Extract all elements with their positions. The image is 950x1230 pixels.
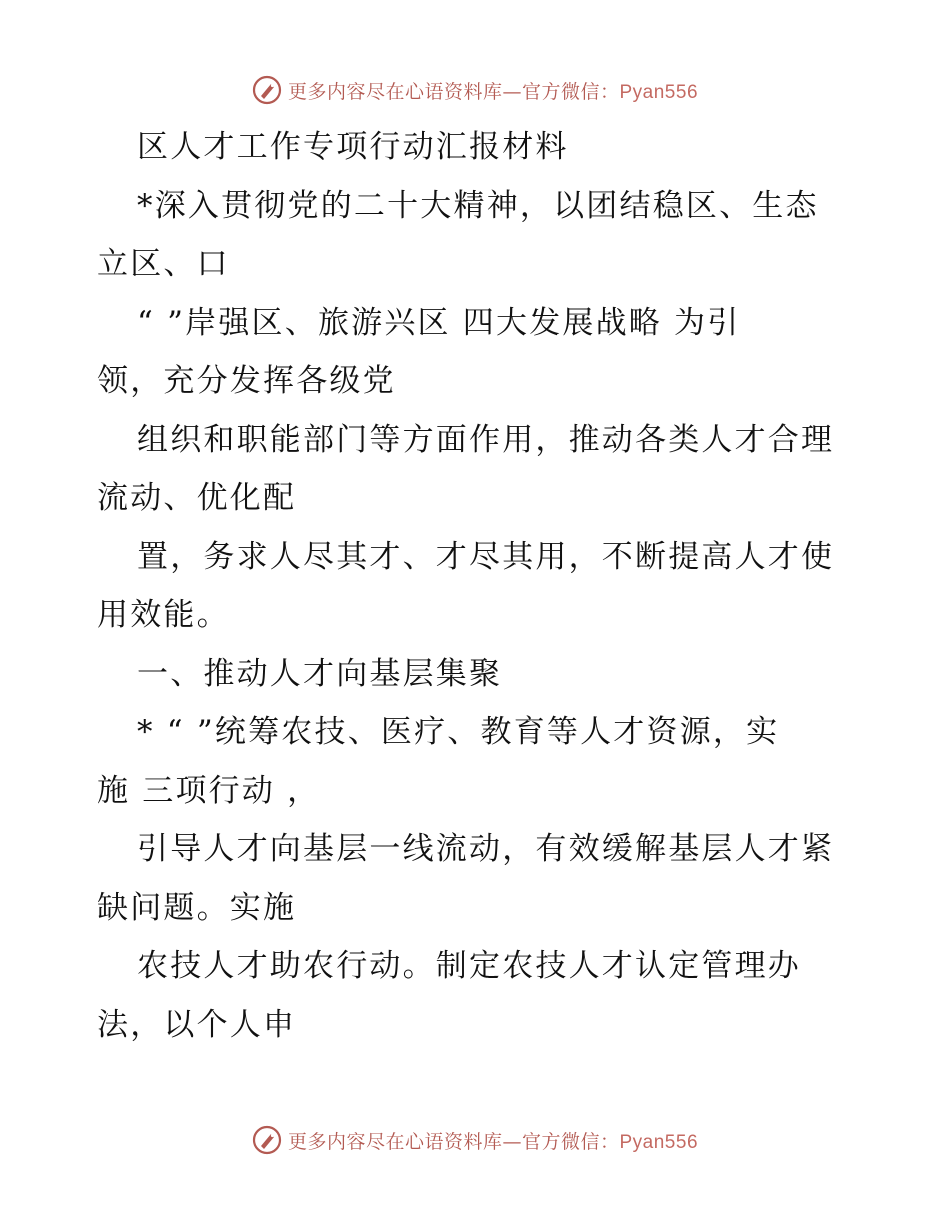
paragraph-line: 农技人才助农行动。制定农技人才认定管理办 xyxy=(137,948,801,984)
paragraph-line: 引导人才向基层一线流动，有效缓解基层人才紧 xyxy=(137,831,835,867)
watermark-brand: 更多内容尽在心语资料库 xyxy=(287,80,503,103)
paragraph-line: 施 三项行动 ， xyxy=(97,772,321,809)
paragraph-line: “ ”岸强区、旅游兴区 四大发展战略 为引 xyxy=(137,304,741,341)
watermark-dash: — xyxy=(502,80,522,103)
watermark-dash: — xyxy=(502,1130,522,1153)
paragraph-line: *深入贯彻党的二十大精神，以团结稳区、生态 xyxy=(137,187,819,224)
pen-nib-circle-icon xyxy=(252,75,282,105)
section-heading: 一、推动人才向基层集聚 xyxy=(137,655,503,692)
paragraph-line: 立区、口 xyxy=(97,246,230,282)
document-title: 区人才工作专项行动汇报材料 xyxy=(137,129,569,165)
paragraph-line: * “ ”统筹农技、医疗、教育等人才资源，实 xyxy=(137,714,780,750)
watermark-handle: Pyan556 xyxy=(619,81,699,103)
watermark-wechat-label: 官方微信： xyxy=(521,80,620,103)
paragraph-line: 置，务求人尽其才、才尽其用，不断提高人才使 xyxy=(137,538,835,575)
paragraph-line: 用效能。 xyxy=(97,597,230,633)
watermark-brand: 更多内容尽在心语资料库 xyxy=(287,1130,503,1153)
pen-nib-circle-icon xyxy=(252,1125,282,1155)
watermark-banner-bottom xyxy=(0,1120,950,1160)
watermark-wechat-label: 官方微信： xyxy=(521,1130,620,1153)
paragraph-line: 组织和职能部门等方面作用，推动各类人才合理 xyxy=(137,421,835,458)
paragraph-line: 领，充分发挥各级党 xyxy=(97,363,396,399)
paragraph-line: 流动、优化配 xyxy=(97,480,297,516)
watermark-banner-top xyxy=(0,70,950,110)
document-body xyxy=(97,118,857,1054)
watermark-handle: Pyan556 xyxy=(619,1131,699,1153)
paragraph-line: 缺问题。实施 xyxy=(97,889,297,926)
paragraph-line: 法，以个人申 xyxy=(97,1006,297,1043)
